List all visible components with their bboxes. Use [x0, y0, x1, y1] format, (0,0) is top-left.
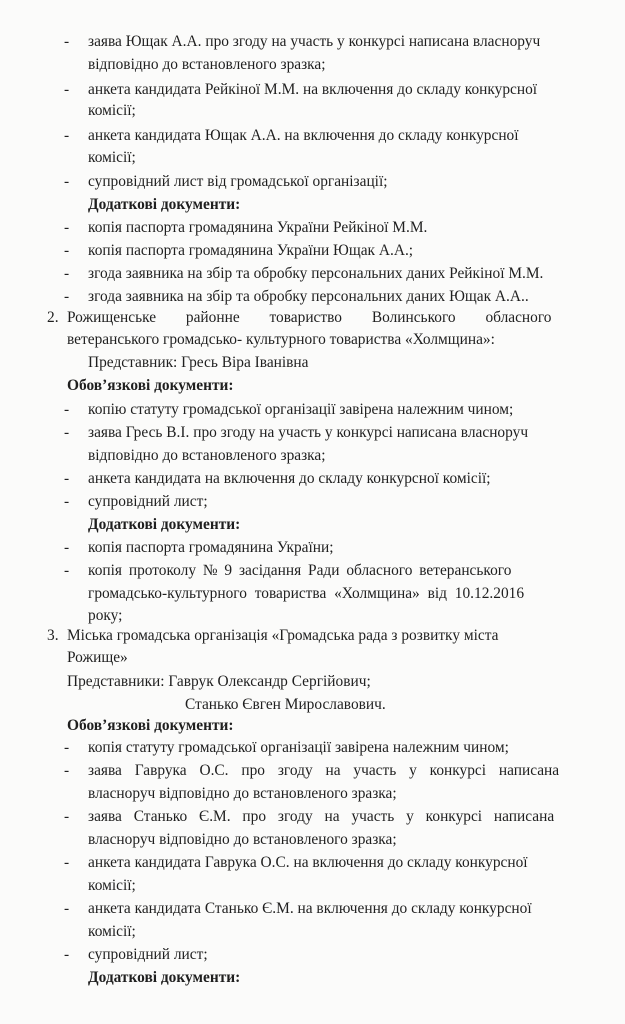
text-line: власноруч відповідно до встановленого зразка;: [88, 785, 397, 802]
bullet-dash: -: [64, 562, 70, 579]
text-line: громадсько-культурного товариства «Холмщина» від 10.12.2016: [88, 585, 525, 602]
text-line: заява Станько Є.М. про згоду на участь у конкурсі написана: [88, 808, 555, 825]
text-line: копія статуту громадської організації завірена належним чином;: [88, 739, 509, 756]
text-line: згода заявника на збір та обробку персональних даних Рейкіної М.М.: [88, 265, 544, 282]
item-number: 2.: [47, 309, 59, 326]
bullet-dash: -: [64, 265, 70, 282]
text-line: відповідно до встановленого зразка;: [88, 56, 326, 73]
bullet-dash: -: [64, 219, 70, 236]
text-line: копія паспорта громадянина України;: [88, 539, 334, 556]
text-line: копія паспорта громадянина України Рейкіної М.М.: [88, 219, 428, 236]
bullet-dash: -: [64, 33, 70, 50]
bullet-dash: -: [64, 493, 70, 510]
text-line: копію статуту громадської організації завірена належним чином;: [88, 401, 514, 418]
text-line: анкета кандидата Рейкіної М.М. на включення до складу конкурсної: [88, 81, 538, 98]
text-line: [88, 32, 595, 52]
bullet-dash: -: [64, 288, 70, 305]
section-heading: Додаткові документи:: [88, 969, 241, 986]
text-line: супровідний лист;: [88, 946, 208, 963]
bullet-dash: -: [64, 946, 70, 963]
section-heading: Додаткові документи:: [88, 196, 241, 213]
bullet-dash: -: [64, 242, 70, 259]
text-line: супровідний лист від громадської організації;: [88, 173, 388, 190]
text-line: комісії;: [88, 149, 136, 166]
text-line: Рожищенське районне товариство Волинського обласного: [67, 309, 552, 326]
bullet-dash: -: [64, 127, 70, 144]
section-heading: Обов’язкові документи:: [67, 717, 234, 734]
text-line: Рожище»: [67, 649, 128, 666]
representative-line: Представник: Гресь Віра Іванівна: [88, 354, 309, 371]
text-line: року;: [88, 607, 123, 624]
bullet-dash: -: [64, 424, 70, 441]
text-line: комісії;: [88, 877, 136, 894]
text-line: Міська громадська організація «Громадська рада з розвитку міста: [67, 627, 499, 644]
text-line: супровідний лист;: [88, 493, 208, 510]
section-heading: Обов’язкові документи:: [67, 377, 234, 394]
text-line: згода заявника на збір та обробку персональних даних Ющак А.А..: [88, 288, 529, 305]
text-line: комісії;: [88, 923, 136, 940]
item-number: 3.: [47, 627, 59, 644]
text-line: власноруч відповідно до встановленого зразка;: [88, 831, 397, 848]
bullet-dash: -: [64, 401, 70, 418]
text-line: заява Гресь В.І. про згоду на участь у конкурсі написана власноруч: [88, 424, 529, 441]
text-line: анкета кандидата Ющак А.А. на включення до складу конкурсної: [88, 127, 519, 144]
text-line: заява Гаврука О.С. про згоду на участь у конкурсі написана: [88, 762, 560, 779]
line-text: заява Ющак А.А. про згоду на участь у конкурсі написана власноруч: [88, 33, 541, 50]
bullet-dash: -: [64, 808, 70, 825]
text-line: комісії;: [88, 102, 136, 119]
representative-line: Представники: Гаврук Олександр Сергійович;: [67, 673, 371, 690]
text-line: відповідно до встановленого зразка;: [88, 447, 326, 464]
text-line: копія паспорта громадянина України Ющак А.А.;: [88, 242, 414, 259]
representative-line: Станько Євген Мирославович.: [185, 696, 386, 713]
text-line: анкета кандидата Гаврука О.С. на включення до складу конкурсної: [88, 854, 528, 871]
text-line: ветеранського громадсько- культурного товариства «Холмщина»:: [67, 331, 495, 348]
text-line: анкета кандидата на включення до складу конкурсної комісії;: [88, 470, 491, 487]
text-line: анкета кандидата Станько Є.М. на включення до складу конкурсної: [88, 900, 532, 917]
bullet-dash: -: [64, 81, 70, 98]
bullet-dash: -: [64, 762, 70, 779]
bullet-dash: -: [64, 900, 70, 917]
bullet-dash: -: [64, 539, 70, 556]
bullet-dash: -: [64, 470, 70, 487]
bullet-dash: -: [64, 739, 70, 756]
section-heading: Додаткові документи:: [88, 516, 241, 533]
bullet-dash: -: [64, 173, 70, 190]
text-line: копія протоколу № 9 засідання Ради обласного ветеранського: [88, 562, 512, 579]
bullet-dash: -: [64, 854, 70, 871]
